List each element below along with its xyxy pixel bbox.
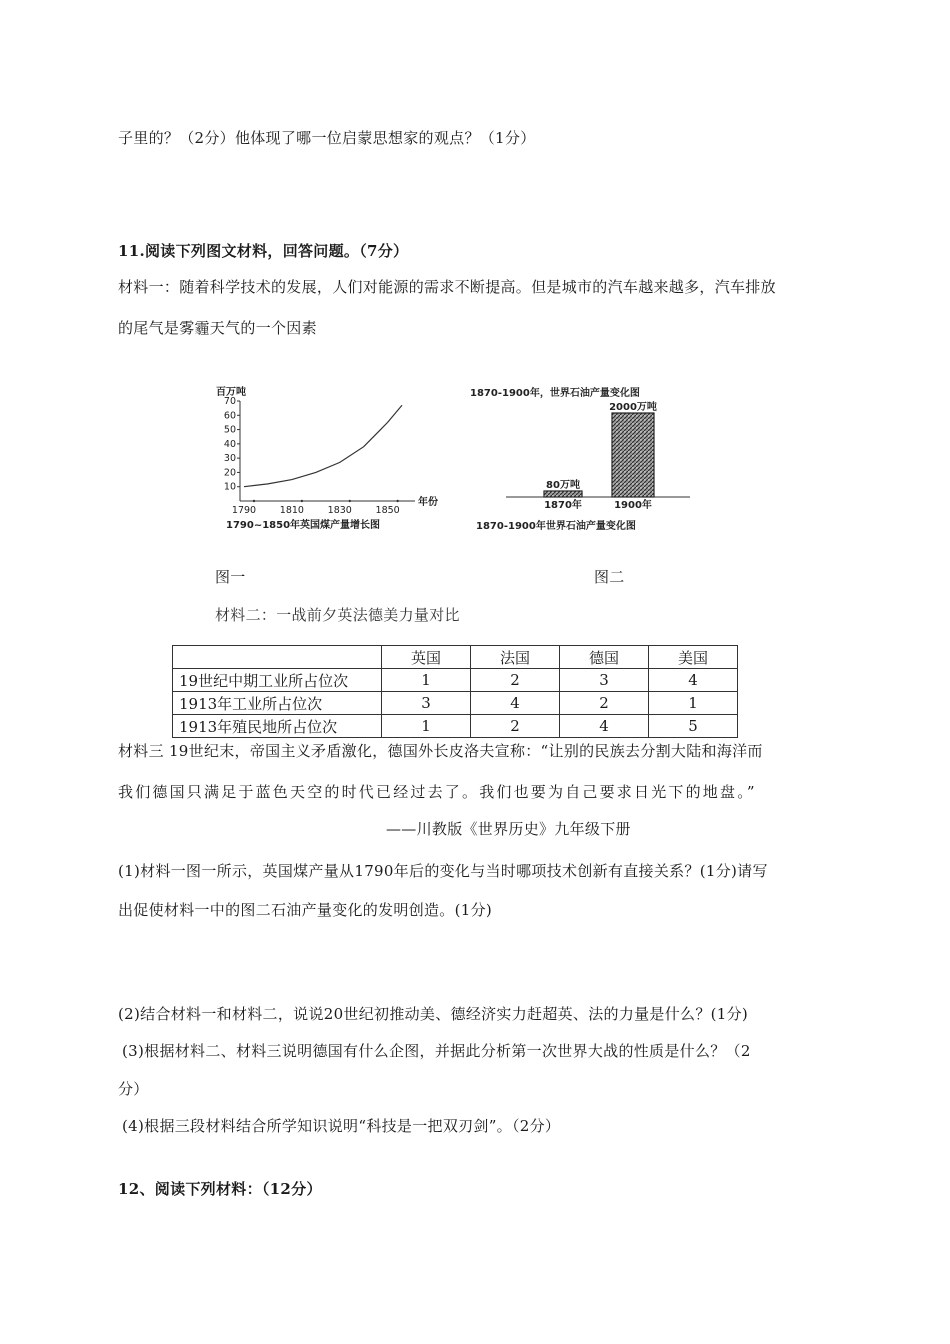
q11-sub1-line1: (1)材料一图一所示，英国煤产量从1790年后的变化与当时哪项技术创新有直接关系？(1分)请写	[118, 862, 768, 880]
q11-sub1-line2: 出促使材料一中的图二石油产量变化的发明创造。(1分)	[118, 901, 493, 919]
table-cell: 1	[382, 715, 471, 738]
x-tick-mark	[253, 500, 255, 502]
q11-sub2: (2)结合材料一和材料二，说说20世纪初推动美、德经济实力赶超英、法的力量是什么？(1分)	[118, 1005, 749, 1023]
power-comparison-table	[172, 645, 738, 738]
coal-production-chart	[210, 383, 455, 533]
table-header-cell: 德国	[560, 646, 649, 669]
table-cell: 1	[649, 692, 738, 715]
table-cell: 2	[471, 715, 560, 738]
table-cell: 2	[471, 669, 560, 692]
oil-bar-value-label: 80万吨	[546, 480, 580, 491]
fig2-caption: 图二	[594, 568, 625, 586]
table-cell: 4	[560, 715, 649, 738]
oil-bar-value-label: 2000万吨	[609, 402, 657, 413]
table-cell: 5	[649, 715, 738, 738]
coal-chart-ylabel: 百万吨	[216, 387, 246, 398]
table-header-cell: 美国	[649, 646, 738, 669]
table-row-label: 1913年殖民地所占位次	[173, 715, 382, 738]
y-tick-label: 60	[223, 410, 236, 422]
table-header-cell: 英国	[382, 646, 471, 669]
material3-source: ——川教版《世界历史》九年级下册	[386, 820, 631, 838]
x-tick-label: 1810	[279, 505, 304, 516]
table-corner-cell	[173, 646, 382, 669]
q11-material1-line2: 的尾气是雾霾天气的一个因素	[118, 319, 317, 337]
prev-question-tail: 子里的？（2分）他体现了哪一位启蒙思想家的观点？（1分）	[118, 129, 536, 147]
y-tick-label: 20	[223, 467, 236, 479]
table-header-row	[173, 646, 738, 669]
table-row	[173, 715, 738, 738]
q11-material1-line1: 材料一：随着科学技术的发展，人们对能源的需求不断提高。但是城市的汽车越来越多，汽车排放	[118, 278, 776, 296]
table-cell: 1	[382, 669, 471, 692]
x-tick-label: 1850	[375, 505, 400, 516]
table-cell: 2	[560, 692, 649, 715]
y-tick-label: 40	[223, 438, 236, 450]
table-cell: 3	[560, 669, 649, 692]
coal-production-line	[244, 405, 402, 486]
q11-sub3-line1: (3)根据材料二、材料三说明德国有什么企图，并据此分析第一次世界大战的性质是什么？（2	[122, 1042, 751, 1060]
table-cell: 3	[382, 692, 471, 715]
table-header-cell: 法国	[471, 646, 560, 669]
material3-line2: 我们德国只满足于蓝色天空的时代已经过去了。我们也要为自己要求日光下的地盘。”	[118, 783, 757, 801]
oil-bar-category-label: 1900年	[614, 500, 652, 511]
x-tick-mark	[301, 500, 303, 502]
q12-title: 12、阅读下列材料：（12分）	[118, 1180, 322, 1198]
x-tick-mark	[396, 500, 398, 502]
table-row	[173, 669, 738, 692]
oil-chart-subtitle: 1870-1900年世界石油产量变化图	[476, 521, 636, 532]
table-cell: 4	[471, 692, 560, 715]
oil-production-chart	[468, 383, 718, 533]
y-tick-label: 10	[223, 481, 236, 493]
x-tick-label: 1830	[327, 505, 352, 516]
x-tick-label: 1790	[231, 505, 257, 516]
x-tick-mark	[349, 500, 351, 502]
y-tick-label: 70	[223, 396, 236, 407]
oil-chart-title: 1870-1900年，世界石油产量变化图	[470, 388, 640, 399]
table-row-label: 1913年工业所占位次	[173, 692, 382, 715]
table-row	[173, 692, 738, 715]
y-tick-label: 30	[223, 453, 236, 465]
oil-bar	[612, 413, 654, 497]
material2-title: 材料二：一战前夕英法德美力量对比	[215, 606, 460, 624]
oil-bar-category-label: 1870年	[544, 500, 582, 511]
q11-sub3-line2: 分）	[118, 1080, 149, 1098]
material3-line1: 材料三 19世纪末，帝国主义矛盾激化，德国外长皮洛夫宣称：“让别的民族去分割大陆和海洋而	[118, 742, 763, 760]
table-cell: 4	[649, 669, 738, 692]
q11-title: 11.阅读下列图文材料，回答问题。（7分）	[118, 242, 409, 260]
oil-bar	[544, 491, 582, 497]
y-tick-label: 50	[223, 424, 236, 436]
table-row-label: 19世纪中期工业所占位次	[173, 669, 382, 692]
coal-chart-xlabel: 年份	[418, 497, 438, 508]
fig1-caption: 图一	[215, 568, 246, 586]
q11-sub4: (4)根据三段材料结合所学知识说明“科技是一把双刃剑”。（2分）	[122, 1117, 561, 1135]
coal-chart-title: 1790~1850年英国煤产量增长图	[226, 520, 381, 531]
